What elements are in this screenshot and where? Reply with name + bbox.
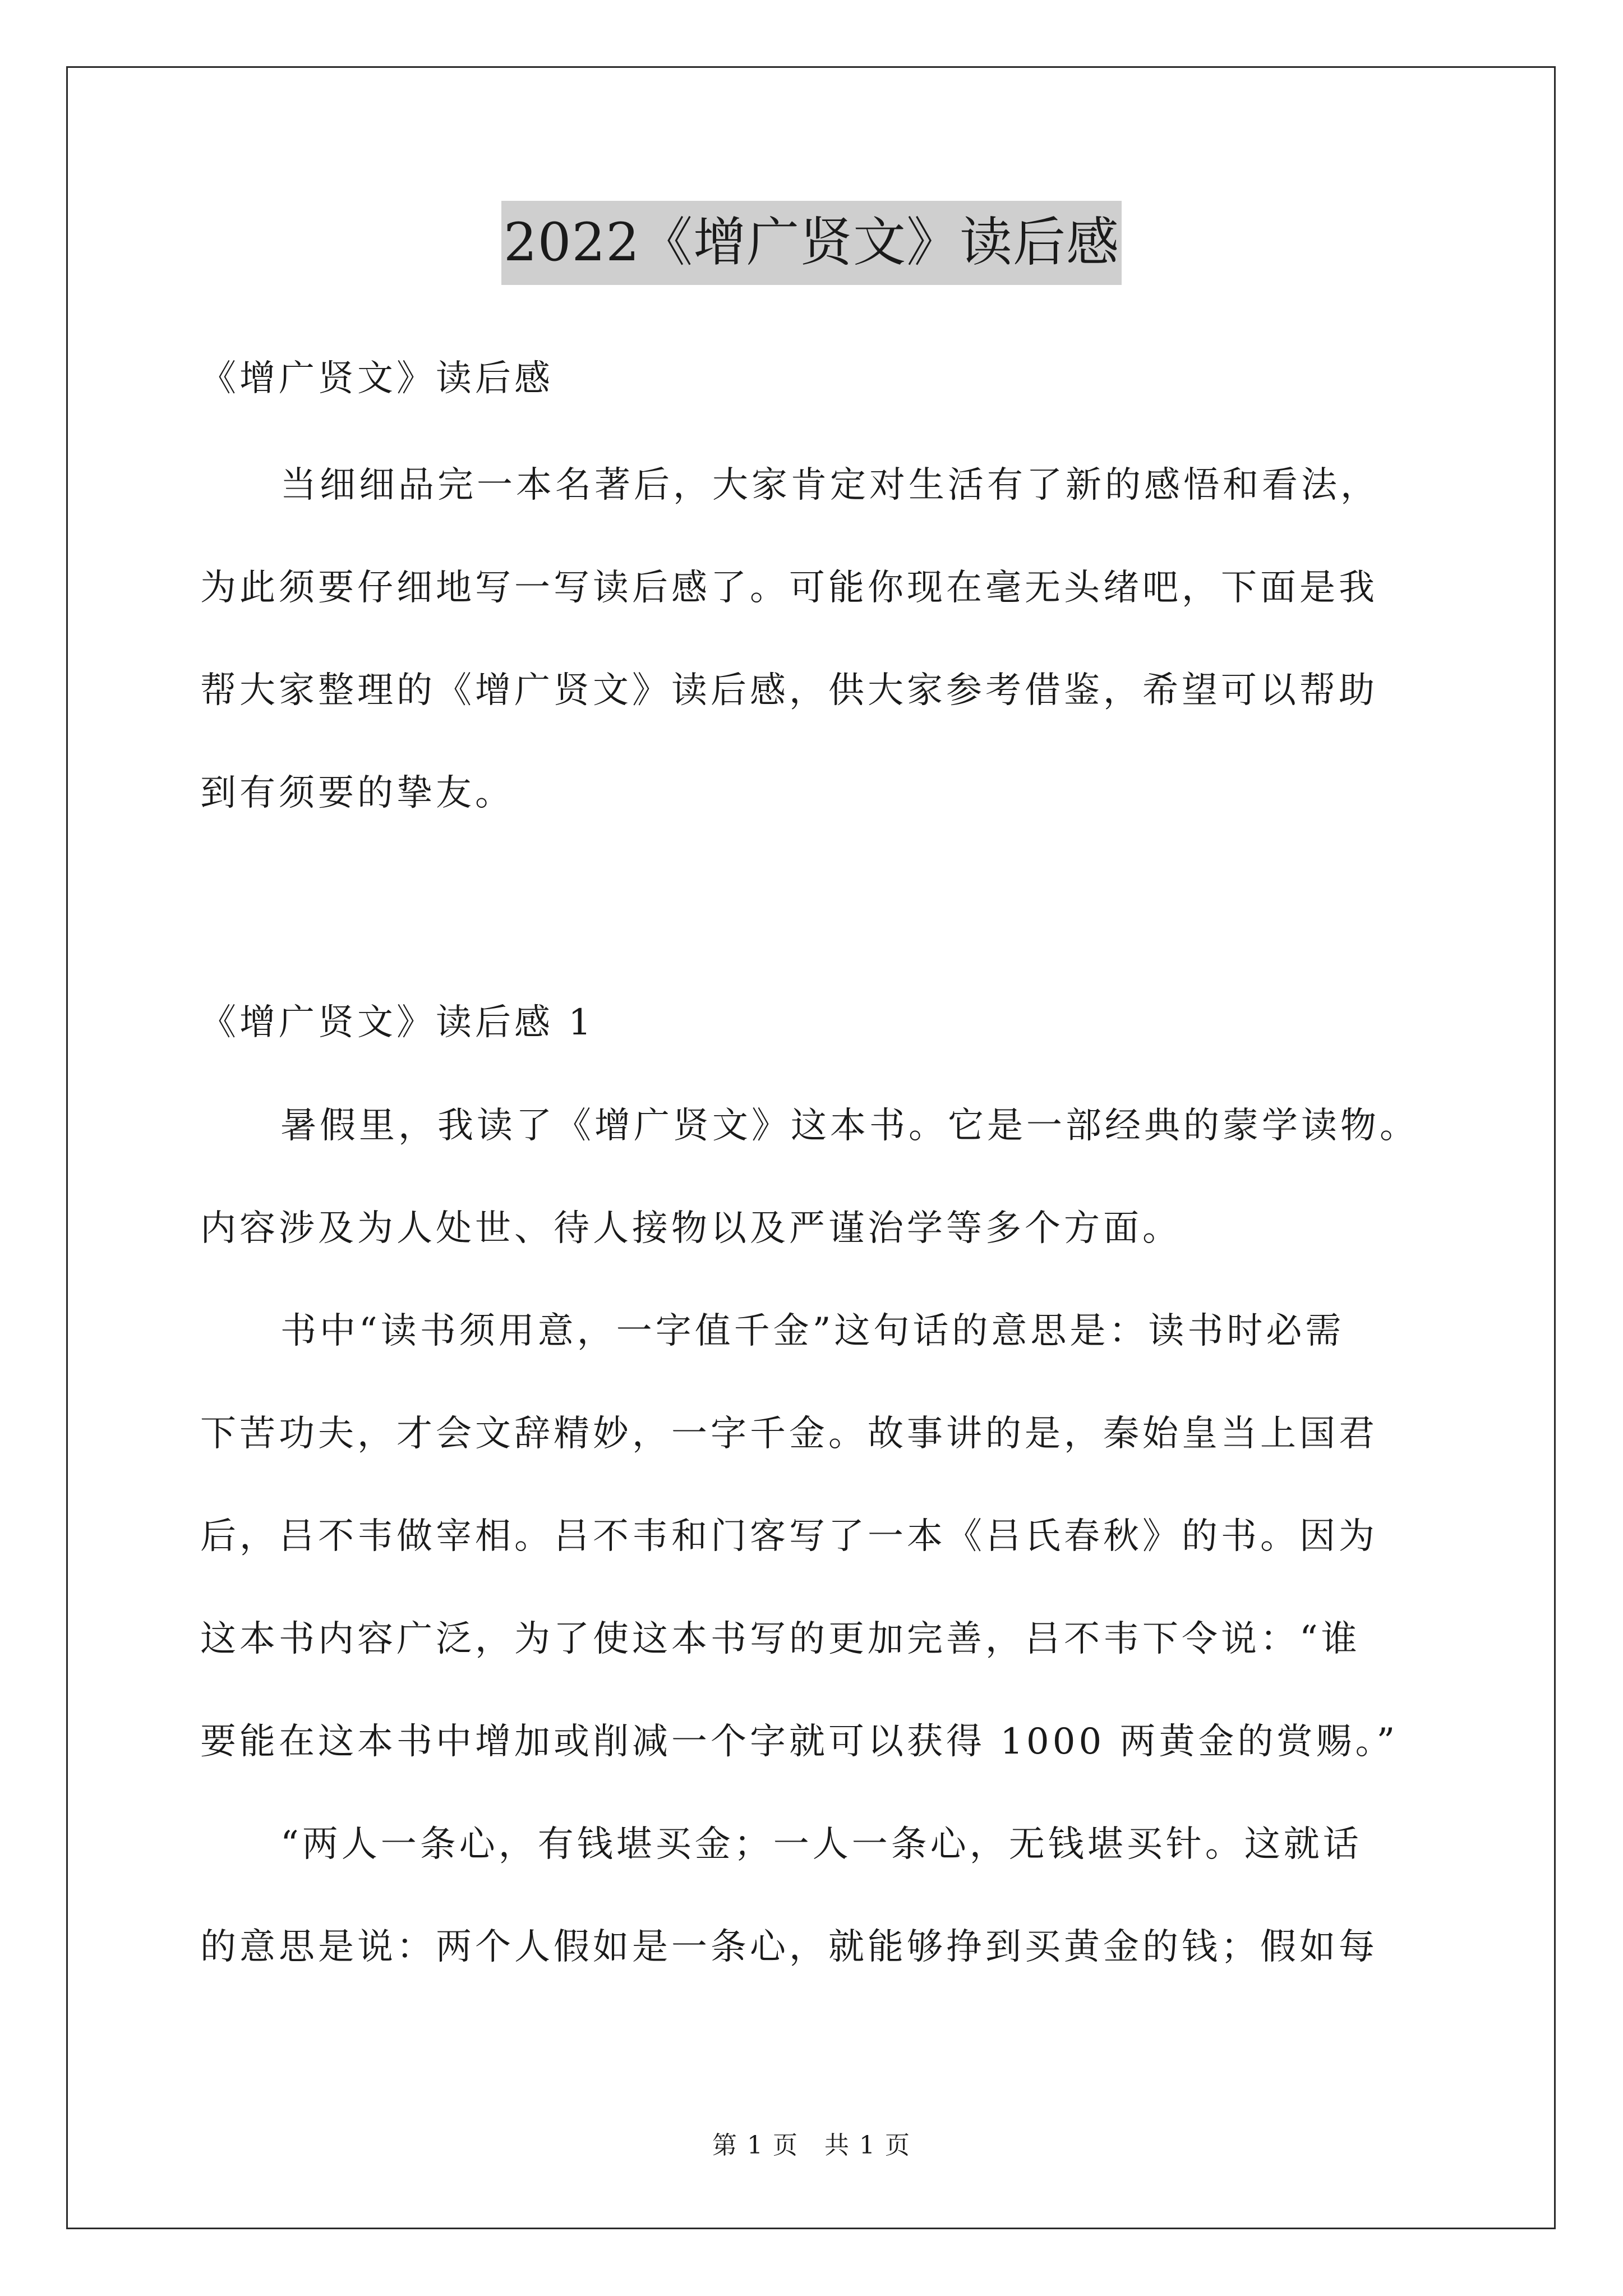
paragraph-line: 要能在这本书中增加或削减一个字就可以获得 1000 两黄金的赏赐。” xyxy=(200,1721,1399,1763)
section-heading: 《增广贤文》读后感 1 xyxy=(200,1002,595,1043)
section-heading: 《增广贤文》读后感 xyxy=(200,358,554,399)
intro-line: 到有须要的挚友。 xyxy=(200,772,514,814)
document-title-container xyxy=(0,201,1623,285)
document-title: 2022《增广贤文》读后感 xyxy=(501,201,1122,285)
paragraph-line: 这本书内容广泛，为了使这本书写的更加完善，吕不韦下令说：“谁 xyxy=(200,1618,1361,1660)
paragraph-line: 下苦功夫，才会文辞精妙，一字千金。故事讲的是，秦始皇当上国君 xyxy=(200,1413,1378,1455)
paragraph-line: “两人一条心，有钱堪买金；一人一条心，无钱堪买针。这就话 xyxy=(280,1824,1362,1865)
paragraph-line: 后，吕不韦做宰相。吕不韦和门客写了一本《吕氏春秋》的书。因为 xyxy=(200,1516,1378,1557)
paragraph-line: 暑假里，我读了《增广贤文》这本书。它是一部经典的蒙学读物。 xyxy=(280,1105,1419,1147)
paragraph-line: 的意思是说：两个人假如是一条心，就能够挣到买黄金的钱；假如每 xyxy=(200,1926,1378,1968)
paragraph-line: 书中“读书须用意，一字值千金”这句话的意思是：读书时必需 xyxy=(280,1310,1345,1352)
page-footer: 第 1 页 共 1 页 xyxy=(712,2131,911,2160)
intro-line: 当细细品完一本名著后，大家肯定对生活有了新的感悟和看法， xyxy=(280,464,1380,506)
intro-line: 帮大家整理的《增广贤文》读后感，供大家参考借鉴，希望可以帮助 xyxy=(200,670,1378,711)
intro-line: 为此须要仔细地写一写读后感了。可能你现在毫无头绪吧，下面是我 xyxy=(200,567,1378,609)
paragraph-line: 内容涉及为人处世、待人接物以及严谨治学等多个方面。 xyxy=(200,1208,1182,1249)
